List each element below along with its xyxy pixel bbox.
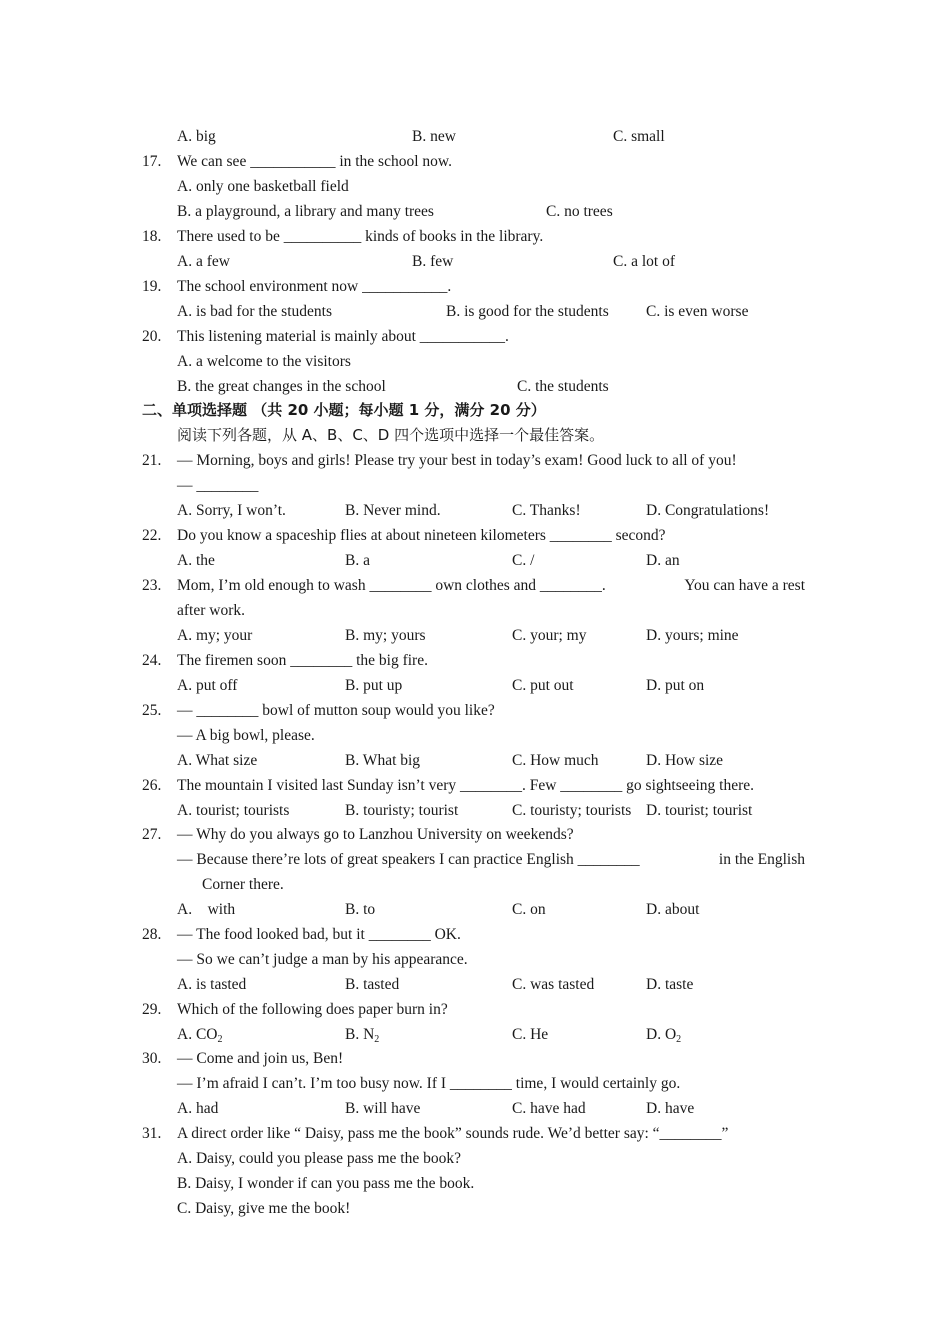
q20-option-a	[0, 349, 950, 374]
q21-response	[0, 473, 950, 498]
option-b: B. my; yours	[345, 627, 426, 644]
response-text: — Because there’re lots of great speakers I can practice English ________	[177, 851, 640, 868]
option-d: D. an	[646, 552, 680, 569]
q18-stem	[0, 224, 950, 249]
option-c: C. How much	[512, 752, 599, 769]
option-a	[177, 1022, 222, 1049]
option-c: C. Thanks!	[512, 502, 581, 519]
q24-options	[0, 673, 950, 698]
option-c: C. a lot of	[613, 253, 675, 270]
option-b: B. the great changes in the school	[177, 378, 386, 395]
option-a: A. had	[177, 1100, 219, 1117]
question-number: 21.	[142, 452, 162, 469]
q22-options	[0, 548, 950, 573]
q30-options	[0, 1096, 950, 1121]
question-number: 23.	[142, 577, 162, 594]
q31-option-c	[0, 1196, 950, 1221]
question-number: 17.	[142, 153, 162, 170]
option-c: C. put out	[512, 677, 574, 694]
option-b	[345, 1022, 379, 1049]
q31-option-b	[0, 1171, 950, 1196]
response-blank: — ________	[177, 477, 259, 494]
q18-options	[0, 249, 950, 274]
option-b: B. a	[345, 552, 370, 569]
option-b: B. new	[412, 128, 456, 145]
q27-options	[0, 897, 950, 922]
option-c: C. touristy; tourists	[512, 802, 632, 819]
question-text: Mom, I’m old enough to wash ________ own clothes and ________.	[177, 577, 606, 594]
question-number: 26.	[142, 777, 162, 794]
question-text: — The food looked bad, but it ________ OK.	[177, 926, 461, 943]
q19-stem	[0, 274, 950, 299]
option-a: A. the	[177, 552, 215, 569]
q17-options-bc	[0, 199, 950, 224]
option-c: C. is even worse	[646, 303, 749, 320]
response-text: — I’m afraid I can’t. I’m too busy now. If I ________ time, I would certainly go.	[177, 1075, 681, 1092]
option-c: C. Daisy, give me the book!	[177, 1200, 351, 1217]
q21-options	[0, 498, 950, 523]
option-d: D. yours; mine	[646, 627, 739, 644]
q29-stem	[0, 997, 950, 1022]
question-number: 22.	[142, 527, 162, 544]
option-b: B. Never mind.	[345, 502, 441, 519]
option-a: A. Sorry, I won’t.	[177, 502, 286, 519]
q25-options	[0, 748, 950, 773]
option-a: A. only one basketball field	[177, 178, 349, 195]
option-d	[646, 1022, 681, 1049]
q27-response	[0, 847, 950, 872]
q17-stem	[0, 149, 950, 174]
question-number: 24.	[142, 652, 162, 669]
option-c: C. small	[613, 128, 665, 145]
option-a: A. is tasted	[177, 976, 247, 993]
subscript: 2	[217, 1034, 223, 1045]
option-a: A. a welcome to the visitors	[177, 353, 351, 370]
option-d-text: D. O	[646, 1026, 677, 1043]
response-text-continued: in the English	[718, 851, 805, 868]
option-a: A. put off	[177, 677, 238, 694]
option-c: C. have had	[512, 1100, 586, 1117]
option-c: C. /	[512, 552, 535, 569]
q23-stem	[0, 573, 950, 598]
question-text: The mountain I visited last Sunday isn’t very ________. Few ________ go sightseeing there.	[177, 777, 755, 794]
q17-option-a	[0, 174, 950, 199]
option-d: D. put on	[646, 677, 705, 694]
question-number: 25.	[142, 702, 162, 719]
option-b: B. a playground, a library and many trees	[177, 203, 434, 220]
option-a: A. my; your	[177, 627, 253, 644]
question-text: Do you know a spaceship flies at about nineteen kilometers ________ second?	[177, 527, 666, 544]
question-text: We can see ___________ in the school now.	[177, 153, 452, 170]
option-d: D. Congratulations!	[646, 502, 770, 519]
option-c: C. the students	[517, 378, 609, 395]
option-b: B. touristy; tourist	[345, 802, 459, 819]
question-number: 18.	[142, 228, 162, 245]
q27-stem	[0, 822, 950, 847]
q19-options	[0, 299, 950, 324]
question-text: — Why do you always go to Lanzhou University on weekends?	[177, 826, 574, 843]
option-a: A. is bad for the students	[177, 303, 332, 320]
q28-options	[0, 972, 950, 997]
q26-options	[0, 798, 950, 823]
q22-stem	[0, 523, 950, 548]
option-b: B. What big	[345, 752, 421, 769]
option-b: B. to	[345, 901, 376, 918]
q28-stem	[0, 922, 950, 947]
subscript: 2	[676, 1034, 682, 1045]
question-number: 30.	[142, 1050, 162, 1067]
option-a: A. with	[177, 901, 236, 918]
question-number: 19.	[142, 278, 162, 295]
section-header	[0, 398, 950, 423]
instructions-text: 阅读下列各题，从 A、B、C、D 四个选项中选择一个最佳答案。	[177, 426, 605, 444]
question-text: There used to be __________ kinds of books in the library.	[177, 228, 544, 245]
q25-response	[0, 723, 950, 748]
option-a: A. Daisy, could you please pass me the book?	[177, 1150, 461, 1167]
question-text: A direct order like “ Daisy, pass me the book” sounds rude. We’d better say: “________”	[177, 1125, 729, 1142]
question-text: — Come and join us, Ben!	[177, 1050, 344, 1067]
question-number: 29.	[142, 1001, 162, 1018]
q23-options	[0, 623, 950, 648]
option-b: B. few	[412, 253, 454, 270]
question-text: — Morning, boys and girls! Please try your best in today’s exam! Good luck to all of you!	[177, 452, 737, 469]
q27-response-wrap	[0, 872, 950, 897]
question-text: Which of the following does paper burn in?	[177, 1001, 448, 1018]
question-text: — ________ bowl of mutton soup would you like?	[177, 702, 495, 719]
q23-stem-wrap	[0, 598, 950, 623]
option-a: A. big	[177, 128, 216, 145]
section-title: 二、单项选择题 （共 20 小题；每小题 1 分，满分 20 分）	[142, 401, 546, 419]
question-number: 28.	[142, 926, 162, 943]
q20-stem	[0, 324, 950, 349]
option-a: A. What size	[177, 752, 258, 769]
q24-stem	[0, 648, 950, 673]
q31-option-a	[0, 1146, 950, 1171]
question-text-continued: You can have a rest	[684, 577, 805, 594]
response-text-wrap: Corner there.	[202, 876, 284, 893]
option-b: B. Daisy, I wonder if can you pass me the book.	[177, 1175, 475, 1192]
response-text: — So we can’t judge a man by his appearance.	[177, 951, 468, 968]
section-instructions	[0, 423, 950, 448]
option-d: D. tourist; tourist	[646, 802, 753, 819]
option-b: B. tasted	[345, 976, 400, 993]
q25-stem	[0, 698, 950, 723]
q28-response	[0, 947, 950, 972]
option-d: D. How size	[646, 752, 724, 769]
response-text: — A big bowl, please.	[177, 727, 315, 744]
q29-options	[0, 1022, 950, 1047]
option-c: C. on	[512, 901, 546, 918]
option-d: D. about	[646, 901, 700, 918]
q20-options-bc	[0, 374, 950, 399]
q31-stem	[0, 1121, 950, 1146]
question-number: 31.	[142, 1125, 162, 1142]
option-b: B. will have	[345, 1100, 421, 1117]
question-text: The firemen soon ________ the big fire.	[177, 652, 428, 669]
question-text-wrap: after work.	[177, 602, 245, 619]
option-c: C. no trees	[546, 203, 613, 220]
option-b: B. put up	[345, 677, 403, 694]
q30-response	[0, 1071, 950, 1096]
option-c: C. He	[512, 1026, 549, 1043]
q21-stem	[0, 448, 950, 473]
option-c: C. was tasted	[512, 976, 595, 993]
option-a: A. a few	[177, 253, 230, 270]
question-number: 20.	[142, 328, 162, 345]
option-a: A. tourist; tourists	[177, 802, 290, 819]
option-a-text: A. CO	[177, 1026, 218, 1043]
option-d: D. have	[646, 1100, 695, 1117]
option-b-text: B. N	[345, 1026, 375, 1043]
question-text: This listening material is mainly about ___________.	[177, 328, 509, 345]
option-d: D. taste	[646, 976, 694, 993]
question-number: 27.	[142, 826, 162, 843]
q16-options	[0, 124, 950, 149]
option-b: B. is good for the students	[446, 303, 609, 320]
q30-stem	[0, 1046, 950, 1071]
subscript: 2	[374, 1034, 380, 1045]
option-c: C. your; my	[512, 627, 587, 644]
question-text: The school environment now ___________.	[177, 278, 452, 295]
q26-stem	[0, 773, 950, 798]
